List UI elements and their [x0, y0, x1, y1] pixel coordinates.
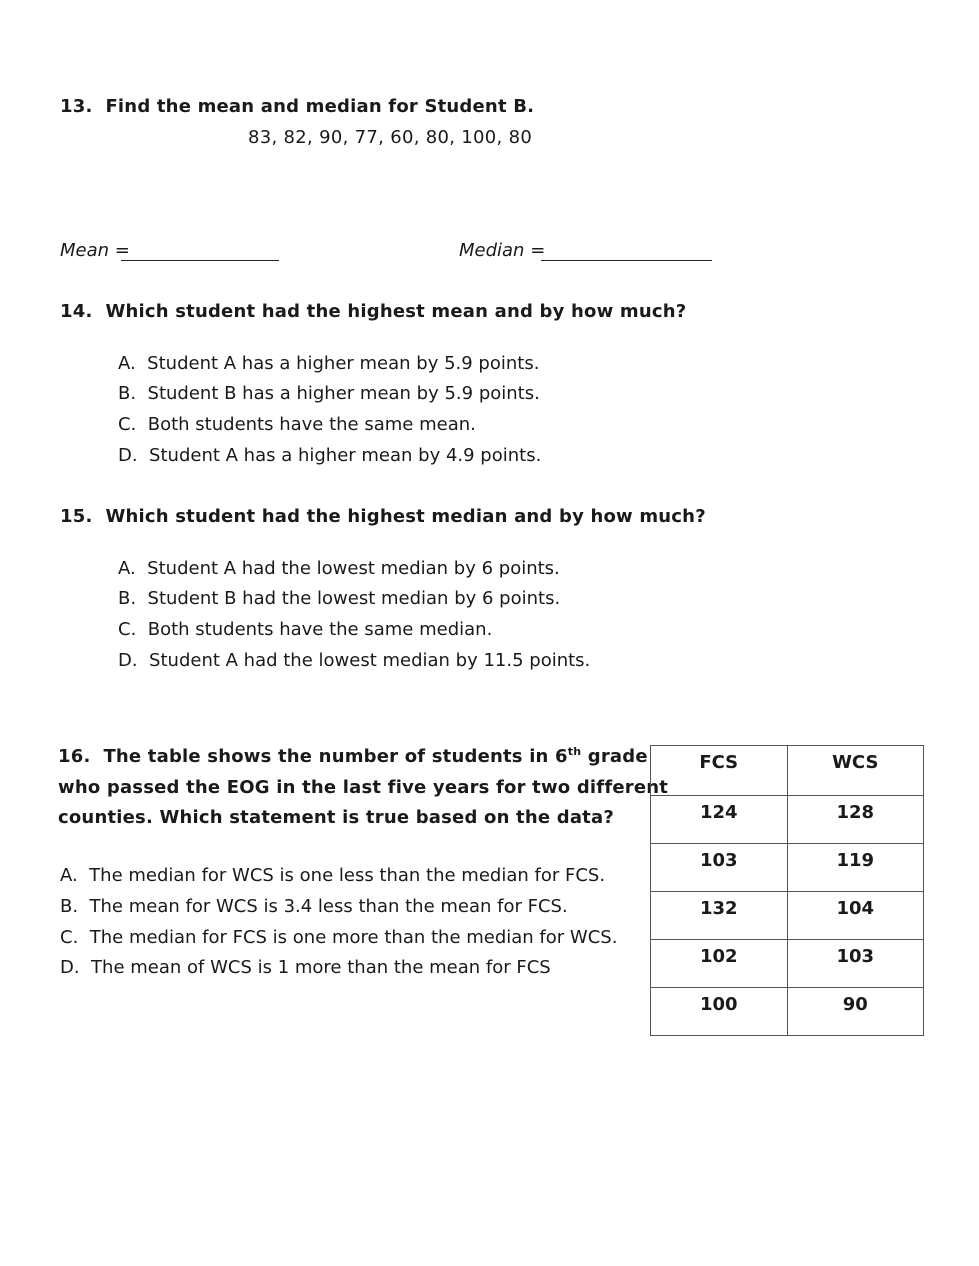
q15-number: 15.	[60, 506, 93, 527]
table-header-fcs: FCS	[651, 746, 788, 796]
q15-heading	[60, 506, 706, 527]
q16-prompt-line-1	[58, 742, 668, 773]
q14-choice-c[interactable]	[118, 414, 476, 435]
choice-letter: C.	[60, 927, 79, 948]
choice-text: Both students have the same mean.	[147, 414, 476, 435]
table-cell-fcs: 103	[651, 844, 788, 892]
choice-letter: B.	[118, 383, 137, 404]
table-row	[651, 940, 924, 988]
mean-answer-blank[interactable]	[121, 260, 279, 261]
choice-letter: D.	[118, 650, 138, 671]
table-cell-fcs: 100	[651, 988, 788, 1036]
q14-choice-d[interactable]	[118, 445, 541, 466]
q14-choice-b[interactable]	[118, 383, 540, 404]
table-header-row	[651, 746, 924, 796]
q13-data-values: 83, 82, 90, 77, 60, 80, 100, 80	[248, 127, 533, 148]
choice-text: Student A had the lowest median by 6 points.	[147, 558, 560, 579]
choice-text: The median for WCS is one less than the median for FCS.	[89, 865, 606, 886]
q15-choice-a[interactable]	[118, 558, 560, 579]
table-cell-wcs: 119	[787, 844, 924, 892]
eog-data-table	[650, 745, 924, 1036]
q16-choice-a[interactable]	[60, 865, 605, 886]
choice-letter: A.	[118, 353, 136, 374]
table-row	[651, 892, 924, 940]
choice-text: Student A has a higher mean by 5.9 points.	[147, 353, 540, 374]
choice-text: Student B had the lowest median by 6 points.	[147, 588, 561, 609]
choice-text: Both students have the same median.	[147, 619, 493, 640]
table-row	[651, 796, 924, 844]
choice-letter: C.	[118, 619, 137, 640]
choice-letter: D.	[60, 957, 80, 978]
q15-choice-b[interactable]	[118, 588, 560, 609]
median-label: Median =	[459, 240, 546, 261]
table-cell-fcs: 132	[651, 892, 788, 940]
q14-heading	[60, 301, 686, 322]
choice-text: The median for FCS is one more than the median for WCS.	[89, 927, 618, 948]
mean-label: Mean =	[60, 240, 130, 261]
q16-number: 16.	[58, 746, 91, 767]
q16-prompt-part-1: The table shows the number of students in 6	[103, 746, 568, 767]
table-cell-wcs: 90	[787, 988, 924, 1036]
q16-prompt-line-3: counties. Which statement is true based on the data?	[58, 807, 614, 828]
q16-superscript: th	[567, 745, 582, 758]
q15-choice-c[interactable]	[118, 619, 492, 640]
choice-text: The mean of WCS is 1 more than the mean for FCS	[91, 957, 551, 978]
q15-prompt: Which student had the highest median and by how much?	[105, 506, 706, 527]
q14-choice-a[interactable]	[118, 353, 539, 374]
table-cell-wcs: 104	[787, 892, 924, 940]
choice-text: The mean for WCS is 3.4 less than the mean for FCS.	[89, 896, 568, 917]
q14-prompt: Which student had the highest mean and by how much?	[105, 301, 687, 322]
table-cell-wcs: 103	[787, 940, 924, 988]
q13-number: 13.	[60, 96, 93, 117]
choice-text: Student A had the lowest median by 11.5 points.	[149, 650, 591, 671]
table-cell-wcs: 128	[787, 796, 924, 844]
table-cell-fcs: 102	[651, 940, 788, 988]
median-answer-blank[interactable]	[541, 260, 712, 261]
q16-prompt-line-2: who passed the EOG in the last five years for two different	[58, 776, 669, 798]
choice-letter: A.	[118, 558, 136, 579]
choice-text: Student A has a higher mean by 4.9 points.	[149, 445, 542, 466]
table-cell-fcs: 124	[651, 796, 788, 844]
choice-text: Student B has a higher mean by 5.9 points.	[147, 383, 540, 404]
q16-choice-d[interactable]	[60, 957, 551, 978]
choice-letter: B.	[118, 588, 137, 609]
choice-letter: B.	[60, 896, 79, 917]
table-row	[651, 844, 924, 892]
q15-choice-d[interactable]	[118, 650, 590, 671]
q14-number: 14.	[60, 301, 93, 322]
q16-choice-b[interactable]	[60, 896, 568, 917]
choice-letter: A.	[60, 865, 78, 886]
q16-prompt-part-2: grade	[581, 746, 648, 767]
q16-prompt-block	[58, 742, 668, 834]
table-header-wcs: WCS	[787, 746, 924, 796]
choice-letter: D.	[118, 445, 138, 466]
choice-letter: C.	[118, 414, 137, 435]
q13-heading	[60, 96, 534, 117]
table-row	[651, 988, 924, 1036]
q13-prompt: Find the mean and median for Student B.	[105, 96, 535, 117]
q16-choice-c[interactable]	[60, 927, 617, 948]
